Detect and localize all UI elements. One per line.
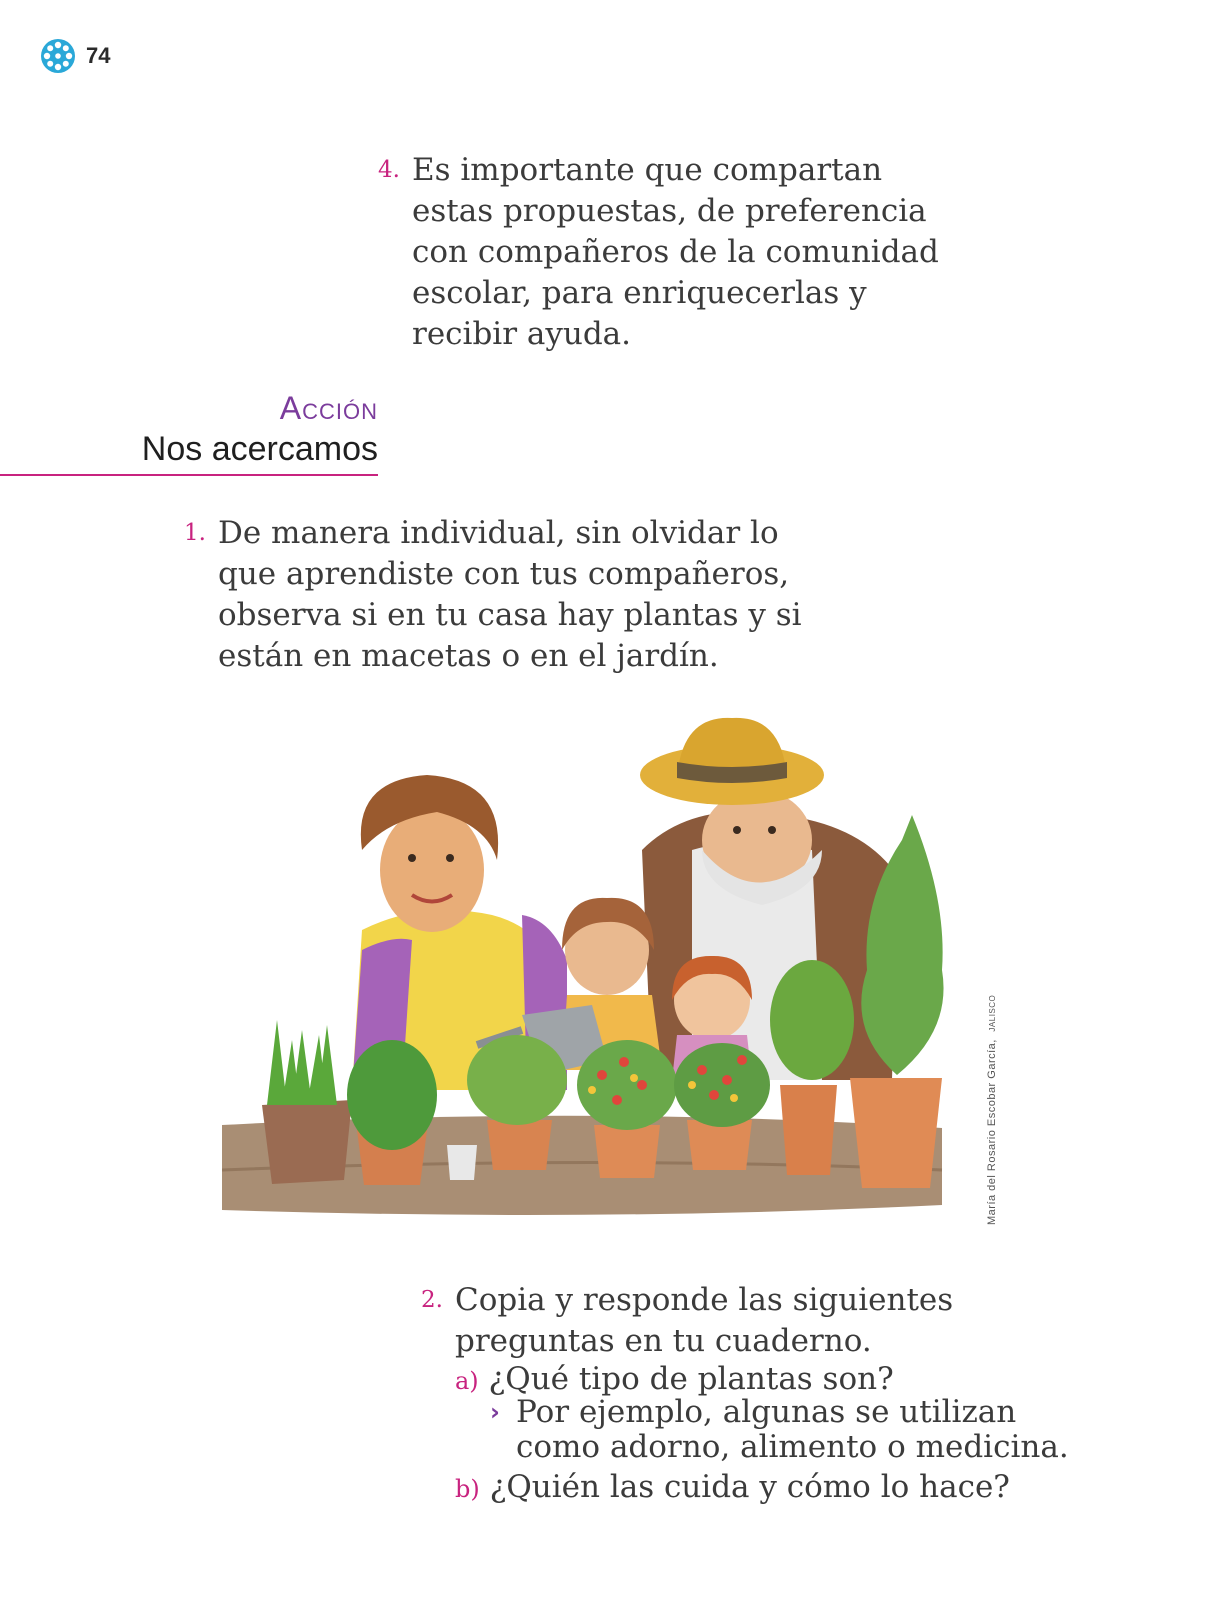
section-title: Nos acercamos <box>0 428 378 476</box>
item-text-line: están en macetas o en el jardín. <box>218 638 719 674</box>
question-b <box>455 1468 1010 1508</box>
flower-badge-icon <box>40 38 76 74</box>
item-number: 1. <box>184 520 206 546</box>
chevron-right-icon: › <box>490 1398 500 1426</box>
item-text-line: preguntas en tu cuaderno. <box>455 1323 872 1359</box>
item-text-line: escolar, para enriquecerlas y <box>412 275 867 311</box>
credit-author: María del Rosario Escobar García, <box>986 1039 998 1225</box>
activity-item-4 <box>378 150 939 355</box>
item-text-line: estas propuestas, de preferencia <box>412 193 927 229</box>
item-text-line: Copia y responde las siguientes <box>455 1282 954 1318</box>
item-text-line: De manera individual, sin olvidar lo <box>218 515 779 551</box>
activity-item-1 <box>184 513 802 677</box>
section-heading <box>0 388 378 476</box>
page-number <box>40 38 110 74</box>
page-number-text: 74 <box>86 43 111 68</box>
hint-text-line: como adorno, alimento o medicina. <box>516 1429 1069 1465</box>
illustration-credit <box>986 995 998 1225</box>
item-text-line: con compañeros de la comunidad <box>412 234 939 270</box>
question-text: ¿Qué tipo de plantas son? <box>488 1361 894 1397</box>
question-letter: b) <box>455 1475 480 1503</box>
item-text-line: que aprendiste con tus compañeros, <box>218 556 790 592</box>
item-number: 4. <box>378 157 400 183</box>
hint-text-line: Por ejemplo, algunas se utilizan <box>516 1394 1017 1430</box>
hint-bullet <box>490 1395 1069 1465</box>
question-letter: a) <box>455 1367 479 1395</box>
item-number: 2. <box>421 1287 443 1313</box>
activity-item-2 <box>421 1280 954 1362</box>
question-text: ¿Quién las cuida y cómo lo hace? <box>489 1469 1010 1505</box>
item-text-line: observa si en tu casa hay plantas y si <box>218 597 802 633</box>
credit-place: JALISCO <box>988 994 997 1032</box>
item-text-line: Es importante que compartan <box>412 152 883 188</box>
family-gardening-illustration <box>222 700 972 1225</box>
item-text-line: recibir ayuda. <box>412 316 632 352</box>
section-kicker: Acción <box>279 390 378 426</box>
